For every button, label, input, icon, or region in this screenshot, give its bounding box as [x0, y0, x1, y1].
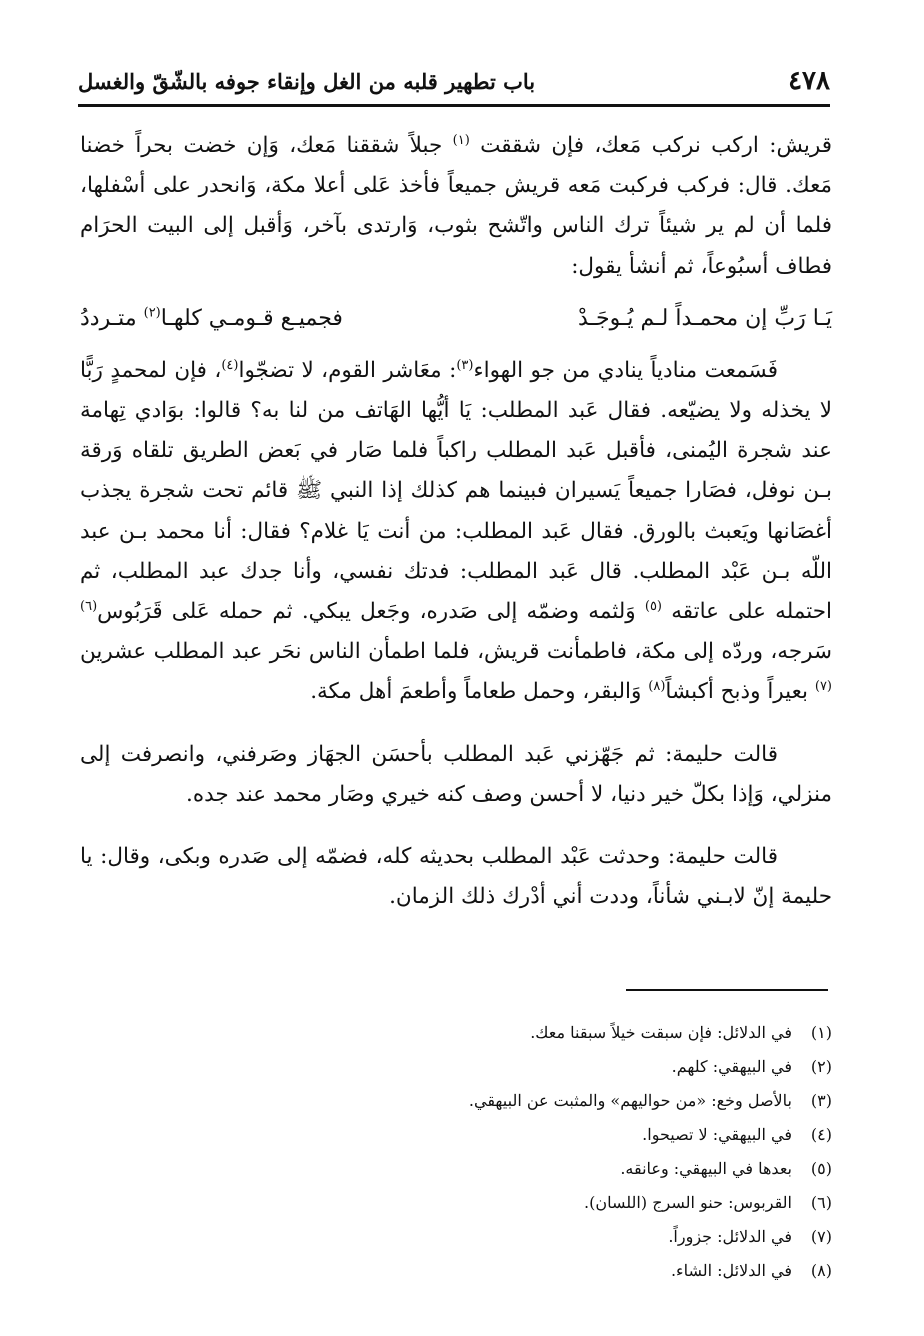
footnote-item: [80, 1016, 832, 1050]
verse-second-half: [80, 299, 343, 339]
paragraph-text: جبلاً شققنا مَعك، وَإن خضت بحراً خضنا مَعك. قال: فركب فركبت مَعه قريش جميعاً فأخذ عَلى أعلا مكة، وَانحدر على أسْفلها، فلما أن لم ير شيئاً ترك الناس واتّشح بثوب، وَارتدى بآخر، وَأقبل إلى البيت الحرَام فطاف أسبُوعاً، ثم أنشأ يقول:: [80, 133, 832, 279]
footnote-number: (٦): [810, 1193, 832, 1212]
footnote-number: (١): [810, 1023, 832, 1042]
footnote-ref-2: (٢): [143, 305, 161, 321]
footnote-text: في البيهقي: لا تصيحوا.: [642, 1125, 792, 1144]
footnote-separator: [626, 989, 828, 991]
footnote-item: [80, 1254, 832, 1288]
footnote-ref-7: (٧): [814, 679, 832, 695]
paragraph-4: قالت حليمة: وحدثت عَبْد المطلب بحديثه كله، فضمّه إلى صَدره وبكى، وقال: يا حليمة إنّ لابـني شأناً، وددت أني أدْرك ذلك الزمان.: [80, 844, 832, 910]
footnote-text: بالأصل وخع: «من حواليهم» والمثبت عن البيهقي.: [468, 1091, 792, 1110]
footnote-item: [80, 1118, 832, 1152]
paragraph-text: ، فإن لمحمدٍ رَبًّا لا يخذله ولا يضيّعه. فقال عَبد المطلب: يَا أيُّها الهَاتف من لنا به؟ قالوا: بوَادي تِهامة عند شجرة اليُمنى، فأقبل عَبد المطلب راكباً فلما صَار في بَعض الطريق تلقاه وَرقة بـن نوفل، فصَارا جميعاً يَسيران فبينما هم كذلك إذا النبي ﷺ قائم تحت شجرة يجذب أغصَانها ويَعبث بالورق. فقال عَبد المطلب: من أنت يَا غلام؟ فقال: أنا محمد بـن عبد اللّه بـن عَبْد المطلب. قال عَبد المطلب: فدتك نفسي، وأنا جدك عبد المطلب، ثم احتمله على عاتقه: [80, 357, 832, 625]
footnote-text: في الدلائل: فإن سبقت خيلاً سبقنا معك.: [530, 1023, 792, 1042]
paragraph-text: سَرجه، وردّه إلى مكة، فاطمأنت قريش، فلما اطمأن الناس نحَر عبد المطلب عشرين: [80, 639, 832, 665]
paragraph-text: : معَاشر القوم، لا تضجّوا: [238, 357, 457, 383]
verse-text: متـرددُ: [80, 305, 137, 331]
paragraph-text: فَسَمعت منادياً ينادي من جو الهواء: [473, 357, 778, 383]
running-title: باب تطهير قلبه من الغل وإنقاء جوفه بالشّقّ والغسل: [78, 68, 536, 94]
paragraph-3: قالت حليمة: ثم جَهّزني عَبد المطلب بأحسَن الجهَاز وصَرفني، وانصرفت إلى منزلي، وَإذا بكلّ خير دنيا، لا أحسن وصف كنه خيري وصَار محمد عند جده.: [80, 741, 832, 807]
footnote-ref-3: (٣): [456, 357, 474, 373]
page-header: [78, 58, 830, 107]
footnote-number: (٨): [810, 1261, 832, 1280]
footnote-ref-5: (٥): [644, 598, 662, 614]
footnote-ref-8: (٨): [648, 679, 666, 695]
footnote-number: (٣): [810, 1091, 832, 1110]
footnote-number: (٧): [810, 1227, 832, 1246]
footnote-item: [80, 1152, 832, 1186]
footnote-number: (٥): [810, 1159, 832, 1178]
verse-text: فجميـع قـومـي كلهـا: [160, 305, 343, 331]
footnote-number: (٢): [810, 1057, 832, 1076]
footnote-item: [80, 1220, 832, 1254]
paragraph-text: قريش: اركب نركب مَعك، فإن شققت: [480, 133, 832, 158]
footnote-item: [80, 1186, 832, 1220]
footnote-text: القربوس: حنو السرج (اللسان).: [584, 1193, 792, 1212]
paragraph-text: وَلثمه وضمّه إلى صَدره، وجَعل يبكي. ثم حمله عَلى قَرَبُوس: [97, 599, 636, 625]
verse-first-half: يَـا رَبِّ إن محمـداً لـم يُـوجَـدْ: [578, 305, 832, 331]
footnote-text: في الدلائل: الشاء.: [670, 1261, 792, 1280]
paragraph-text: بعيراً وذبح أكبشاً: [665, 679, 809, 705]
poem-verse: [80, 299, 832, 339]
paragraph-2: [80, 351, 832, 713]
footnote-item: [80, 1084, 832, 1118]
footnote-item: [80, 1050, 832, 1084]
main-text: [80, 126, 832, 917]
footnote-ref-6: (٦): [80, 598, 98, 614]
footnote-ref-1: (١): [452, 132, 470, 148]
footnote-ref-4: (٤): [221, 357, 239, 373]
page-number: ٤٧٨: [788, 66, 830, 96]
footnotes-list: [80, 1016, 832, 1288]
footnote-text: في الدلائل: جزوراً.: [668, 1227, 792, 1246]
footnote-text: بعدها في البيهقي: وعانقه.: [620, 1159, 792, 1178]
footnote-number: (٤): [810, 1125, 832, 1144]
footnote-text: في البيهقي: كلهم.: [671, 1057, 792, 1076]
paragraph-text: وَالبقر، وحمل طعاماً وأطعمَ أهل مكة.: [310, 679, 642, 705]
paragraph-1: [80, 126, 832, 287]
